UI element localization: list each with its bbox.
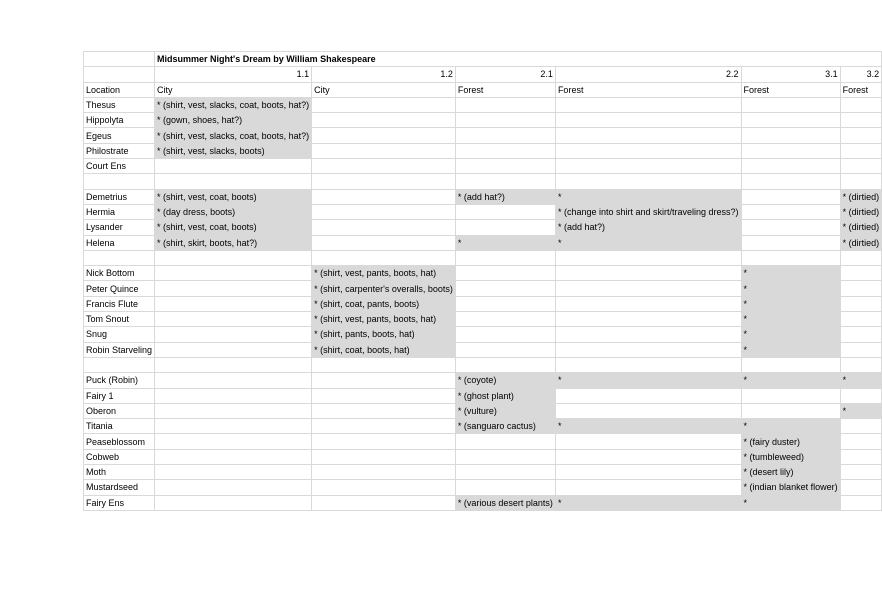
costume-cell[interactable] <box>555 220 741 235</box>
costume-cell[interactable] <box>455 235 555 250</box>
empty-cell[interactable] <box>840 465 882 480</box>
costume-cell[interactable] <box>555 235 741 250</box>
cell-text: * <box>743 268 748 279</box>
empty-cell[interactable] <box>741 113 840 128</box>
empty-cell[interactable] <box>455 449 555 464</box>
character-label[interactable]: Helena <box>84 235 155 250</box>
scene-header[interactable]: 2.2 <box>555 67 741 82</box>
empty-cell[interactable] <box>840 281 882 296</box>
table-row <box>84 419 882 434</box>
empty-cell[interactable] <box>555 357 741 372</box>
cell-text: * <box>457 237 462 248</box>
empty-cell[interactable] <box>840 495 882 510</box>
costume-cell[interactable] <box>155 128 312 143</box>
cell-text: * (shirt, vest, slacks, coat, boots, hat?) <box>157 100 310 111</box>
costume-cell[interactable] <box>555 189 741 204</box>
scene-header[interactable]: 2.1 <box>455 67 555 82</box>
empty-cell[interactable] <box>155 419 312 434</box>
empty-cell[interactable] <box>555 449 741 464</box>
empty-cell[interactable] <box>84 357 155 372</box>
costume-cell[interactable] <box>312 82 456 97</box>
empty-cell[interactable] <box>555 480 741 495</box>
empty-cell[interactable] <box>555 312 741 327</box>
blank-row <box>84 357 882 372</box>
cell-text: * <box>743 298 748 309</box>
empty-cell[interactable] <box>741 235 840 250</box>
scene-header[interactable]: 1.2 <box>312 67 456 82</box>
empty-cell[interactable] <box>312 220 456 235</box>
costume-cell[interactable] <box>555 204 741 219</box>
empty-cell[interactable] <box>155 159 312 174</box>
empty-cell[interactable] <box>84 174 155 189</box>
cell-text: Forest <box>842 84 869 95</box>
empty-cell[interactable] <box>455 97 555 112</box>
cell-text: * (desert lily) <box>743 467 794 478</box>
empty-cell[interactable] <box>312 480 456 495</box>
costume-cell[interactable] <box>155 97 312 112</box>
costume-cell[interactable] <box>840 373 882 388</box>
cell-text: * (dirtied) <box>842 191 880 202</box>
empty-cell[interactable] <box>555 434 741 449</box>
cell-text: * (add hat?) <box>457 191 505 202</box>
costume-cell[interactable] <box>840 189 882 204</box>
spreadsheet <box>83 51 882 511</box>
empty-cell[interactable] <box>312 449 456 464</box>
empty-cell[interactable] <box>155 312 312 327</box>
empty-cell[interactable] <box>84 250 155 265</box>
empty-cell[interactable] <box>840 128 882 143</box>
empty-cell[interactable] <box>155 449 312 464</box>
costume-cell[interactable] <box>312 327 456 342</box>
character-label[interactable]: Demetrius <box>84 189 155 204</box>
character-label[interactable]: Puck (Robin) <box>84 373 155 388</box>
empty-cell[interactable] <box>840 342 882 357</box>
character-label[interactable]: Fairy Ens <box>84 495 155 510</box>
costume-cell[interactable] <box>741 449 840 464</box>
empty-cell[interactable] <box>312 357 456 372</box>
table-row <box>84 266 882 281</box>
empty-cell[interactable] <box>155 327 312 342</box>
empty-cell[interactable] <box>455 296 555 311</box>
empty-cell[interactable] <box>555 159 741 174</box>
empty-cell[interactable] <box>312 434 456 449</box>
cell-text: * <box>743 283 748 294</box>
costume-cell[interactable] <box>455 495 555 510</box>
character-label[interactable]: Hermia <box>84 204 155 219</box>
costume-cell[interactable] <box>455 419 555 434</box>
costume-cell[interactable] <box>155 82 312 97</box>
table-body <box>84 52 882 511</box>
empty-cell[interactable] <box>741 174 840 189</box>
empty-cell[interactable] <box>312 159 456 174</box>
cell-text: * <box>557 421 562 432</box>
character-label[interactable]: Location <box>84 82 155 97</box>
character-label[interactable]: Court Ens <box>84 159 155 174</box>
empty-cell[interactable] <box>455 174 555 189</box>
costume-cell[interactable] <box>455 403 555 418</box>
empty-cell[interactable] <box>741 189 840 204</box>
character-label[interactable]: Nick Bottom <box>84 266 155 281</box>
table-row <box>84 388 882 403</box>
cell-text: * (add hat?) <box>557 222 605 233</box>
costume-cell[interactable] <box>455 388 555 403</box>
costume-cell[interactable] <box>155 235 312 250</box>
empty-cell[interactable] <box>840 296 882 311</box>
cell-text: * (shirt, vest, coat, boots) <box>157 222 257 233</box>
empty-cell[interactable] <box>312 204 456 219</box>
cell-text: * (dirtied) <box>842 222 880 233</box>
table-row <box>84 312 882 327</box>
cell-text: * <box>557 375 562 386</box>
sheet-title[interactable]: Midsummer Night's Dream by William Shakespeare <box>155 52 882 67</box>
empty-cell[interactable] <box>155 403 312 418</box>
cell-text: * <box>743 329 748 340</box>
empty-cell[interactable] <box>455 113 555 128</box>
empty-cell[interactable] <box>455 220 555 235</box>
empty-cell[interactable] <box>555 250 741 265</box>
empty-cell[interactable] <box>155 342 312 357</box>
empty-cell[interactable] <box>840 449 882 464</box>
empty-cell[interactable] <box>840 357 882 372</box>
empty-cell[interactable] <box>741 250 840 265</box>
character-label[interactable]: Cobweb <box>84 449 155 464</box>
empty-cell[interactable] <box>555 388 741 403</box>
cell-text: * <box>557 497 562 508</box>
table-row <box>84 403 882 418</box>
cell-text: City <box>157 84 173 95</box>
empty-cell[interactable] <box>840 143 882 158</box>
cell-text: * (dirtied) <box>842 207 880 218</box>
table-row <box>84 480 882 495</box>
costume-table <box>83 51 882 511</box>
empty-cell[interactable] <box>455 480 555 495</box>
empty-cell[interactable] <box>741 357 840 372</box>
empty-cell[interactable] <box>312 388 456 403</box>
blank-row <box>84 174 882 189</box>
costume-cell[interactable] <box>455 373 555 388</box>
character-label[interactable]: Peaseblossom <box>84 434 155 449</box>
costume-cell[interactable] <box>155 113 312 128</box>
empty-cell[interactable] <box>312 495 456 510</box>
table-row <box>84 327 882 342</box>
table-row <box>84 296 882 311</box>
empty-cell[interactable] <box>840 266 882 281</box>
empty-cell[interactable] <box>840 327 882 342</box>
title-row <box>84 52 882 67</box>
cell-text: * (coyote) <box>457 375 497 386</box>
empty-cell[interactable] <box>455 281 555 296</box>
empty-cell[interactable] <box>741 97 840 112</box>
table-row <box>84 373 882 388</box>
table-row <box>84 159 882 174</box>
cell-text: * <box>743 344 748 355</box>
character-label[interactable]: Francis Flute <box>84 296 155 311</box>
table-row <box>84 204 882 219</box>
empty-cell[interactable] <box>155 250 312 265</box>
empty-cell[interactable] <box>455 327 555 342</box>
costume-cell[interactable] <box>555 495 741 510</box>
costume-cell[interactable] <box>312 342 456 357</box>
empty-cell[interactable] <box>312 143 456 158</box>
costume-cell[interactable] <box>312 281 456 296</box>
empty-cell[interactable] <box>312 373 456 388</box>
costume-cell[interactable] <box>741 296 840 311</box>
empty-cell[interactable] <box>741 403 840 418</box>
empty-cell[interactable] <box>155 357 312 372</box>
table-row <box>84 235 882 250</box>
cell-text: * (shirt, pants, boots, hat) <box>314 329 415 340</box>
character-label[interactable]: Titania <box>84 419 155 434</box>
character-label[interactable]: Fairy 1 <box>84 388 155 403</box>
empty-cell[interactable] <box>312 97 456 112</box>
scene-header[interactable]: 3.1 <box>741 67 840 82</box>
empty-cell[interactable] <box>555 97 741 112</box>
cell-text: * <box>743 314 748 325</box>
empty-cell[interactable] <box>312 189 456 204</box>
character-label[interactable]: Hippolyta <box>84 113 155 128</box>
costume-cell[interactable] <box>741 434 840 449</box>
character-label[interactable]: Robin Starveling <box>84 342 155 357</box>
empty-cell[interactable] <box>741 220 840 235</box>
cell-text: * <box>557 191 562 202</box>
cell-text: * (ghost plant) <box>457 390 514 401</box>
costume-cell[interactable] <box>840 220 882 235</box>
costume-cell[interactable] <box>840 82 882 97</box>
empty-cell[interactable] <box>741 143 840 158</box>
empty-cell[interactable] <box>555 403 741 418</box>
cell-text: * <box>557 237 562 248</box>
empty-cell[interactable] <box>741 388 840 403</box>
costume-cell[interactable] <box>555 82 741 97</box>
empty-cell[interactable] <box>312 235 456 250</box>
costume-cell[interactable] <box>741 495 840 510</box>
character-label[interactable]: Philostrate <box>84 143 155 158</box>
costume-cell[interactable] <box>840 204 882 219</box>
table-row <box>84 465 882 480</box>
empty-cell[interactable] <box>455 128 555 143</box>
cell-text: Forest <box>557 84 584 95</box>
scene-header[interactable]: 1.1 <box>155 67 312 82</box>
costume-cell[interactable] <box>741 465 840 480</box>
empty-cell[interactable] <box>455 312 555 327</box>
table-row <box>84 434 882 449</box>
empty-cell[interactable] <box>455 143 555 158</box>
empty-cell[interactable] <box>455 465 555 480</box>
cell-text: * (shirt, vest, pants, boots, hat) <box>314 268 437 279</box>
empty-cell[interactable] <box>741 204 840 219</box>
character-label[interactable]: Moth <box>84 465 155 480</box>
empty-cell[interactable] <box>555 327 741 342</box>
empty-cell[interactable] <box>455 159 555 174</box>
character-label[interactable]: Tom Snout <box>84 312 155 327</box>
empty-cell[interactable] <box>555 113 741 128</box>
character-label[interactable]: Peter Quince <box>84 281 155 296</box>
empty-cell[interactable] <box>555 128 741 143</box>
cell-text: * (shirt, vest, pants, boots, hat) <box>314 314 437 325</box>
cell-text: * (shirt, coat, boots, hat) <box>314 344 410 355</box>
empty-cell[interactable] <box>312 465 456 480</box>
costume-cell[interactable] <box>155 189 312 204</box>
empty-cell[interactable] <box>312 113 456 128</box>
character-label[interactable]: Snug <box>84 327 155 342</box>
character-label[interactable]: Mustardseed <box>84 480 155 495</box>
costume-cell[interactable] <box>555 419 741 434</box>
table-row <box>84 342 882 357</box>
empty-cell[interactable] <box>455 357 555 372</box>
empty-cell[interactable] <box>555 465 741 480</box>
empty-cell[interactable] <box>312 128 456 143</box>
cell-text: * (day dress, boots) <box>157 207 236 218</box>
empty-cell[interactable] <box>741 128 840 143</box>
costume-cell[interactable] <box>455 189 555 204</box>
empty-cell[interactable] <box>555 342 741 357</box>
costume-cell[interactable] <box>741 312 840 327</box>
empty-cell[interactable] <box>840 97 882 112</box>
character-label[interactable]: Lysander <box>84 220 155 235</box>
empty-cell[interactable] <box>840 250 882 265</box>
empty-cell[interactable] <box>555 281 741 296</box>
cell-text: * (gown, shoes, hat?) <box>157 115 243 126</box>
costume-cell[interactable] <box>312 312 456 327</box>
table-row <box>84 449 882 464</box>
costume-cell[interactable] <box>840 235 882 250</box>
scene-header[interactable]: 3.2 <box>840 67 882 82</box>
empty-cell[interactable] <box>840 388 882 403</box>
cell-text: * (shirt, carpenter's overalls, boots) <box>314 283 453 294</box>
empty-cell[interactable] <box>455 250 555 265</box>
empty-cell[interactable] <box>555 266 741 281</box>
table-row <box>84 143 882 158</box>
table-row <box>84 97 882 112</box>
empty-cell[interactable] <box>155 373 312 388</box>
empty-cell[interactable] <box>312 250 456 265</box>
costume-cell[interactable] <box>312 266 456 281</box>
empty-cell[interactable] <box>741 159 840 174</box>
empty-cell[interactable] <box>155 281 312 296</box>
empty-cell[interactable] <box>555 143 741 158</box>
character-label[interactable]: Thesus <box>84 97 155 112</box>
empty-cell[interactable] <box>155 465 312 480</box>
empty-cell[interactable] <box>155 174 312 189</box>
empty-cell[interactable] <box>155 434 312 449</box>
costume-cell[interactable] <box>741 82 840 97</box>
empty-cell[interactable] <box>155 266 312 281</box>
cell-text: City <box>314 84 330 95</box>
costume-cell[interactable] <box>555 373 741 388</box>
empty-cell[interactable] <box>840 312 882 327</box>
empty-cell[interactable] <box>840 419 882 434</box>
cell-text: * (sanguaro cactus) <box>457 421 536 432</box>
cell-text: * <box>842 405 847 416</box>
cell-text: * (fairy duster) <box>743 436 801 447</box>
cell-text: * (shirt, vest, slacks, coat, boots, hat?) <box>157 130 310 141</box>
corner-cell[interactable] <box>84 67 155 82</box>
costume-cell[interactable] <box>312 296 456 311</box>
cell-text: * (dirtied) <box>842 237 880 248</box>
cell-text: * (vulture) <box>457 405 497 416</box>
empty-cell[interactable] <box>455 342 555 357</box>
cell-text: * <box>842 375 847 386</box>
cell-text: * <box>743 497 748 508</box>
costume-cell[interactable] <box>741 266 840 281</box>
empty-cell[interactable] <box>155 480 312 495</box>
cell-text: * (shirt, coat, pants, boots) <box>314 298 420 309</box>
empty-cell[interactable] <box>455 434 555 449</box>
scene-header-row <box>84 67 882 82</box>
empty-cell[interactable] <box>312 419 456 434</box>
costume-cell[interactable] <box>741 480 840 495</box>
table-row <box>84 189 882 204</box>
costume-cell[interactable] <box>741 373 840 388</box>
cell-text: * <box>743 421 748 432</box>
empty-cell[interactable] <box>155 495 312 510</box>
character-label[interactable]: Egeus <box>84 128 155 143</box>
costume-cell[interactable] <box>155 220 312 235</box>
empty-cell[interactable] <box>155 296 312 311</box>
cell-text: * (various desert plants) <box>457 497 553 508</box>
cell-text: * (indian blanket flower) <box>743 482 838 493</box>
costume-cell[interactable] <box>155 143 312 158</box>
cell-text: Forest <box>457 84 484 95</box>
empty-cell[interactable] <box>312 174 456 189</box>
cell-text: * (shirt, vest, slacks, boots) <box>157 145 265 156</box>
cell-text: * (shirt, skirt, boots, hat?) <box>157 237 258 248</box>
table-row <box>84 128 882 143</box>
empty-cell[interactable] <box>840 159 882 174</box>
table-row <box>84 113 882 128</box>
blank-row <box>84 250 882 265</box>
cell-text: * (change into shirt and skirt/traveling dress?) <box>557 207 739 218</box>
cell-text: * (tumbleweed) <box>743 451 805 462</box>
costume-cell[interactable] <box>455 82 555 97</box>
empty-cell[interactable] <box>840 174 882 189</box>
empty-cell[interactable] <box>555 296 741 311</box>
empty-cell[interactable] <box>840 113 882 128</box>
table-row <box>84 495 882 510</box>
character-label[interactable]: Oberon <box>84 403 155 418</box>
costume-cell[interactable] <box>741 419 840 434</box>
cell-text: * (shirt, vest, coat, boots) <box>157 191 257 202</box>
table-row <box>84 82 882 97</box>
empty-cell[interactable] <box>312 403 456 418</box>
costume-cell[interactable] <box>741 327 840 342</box>
empty-cell[interactable] <box>840 480 882 495</box>
empty-cell[interactable] <box>455 204 555 219</box>
costume-cell[interactable] <box>155 204 312 219</box>
costume-cell[interactable] <box>840 403 882 418</box>
cell-text: Forest <box>743 84 770 95</box>
costume-cell[interactable] <box>741 281 840 296</box>
empty-cell[interactable] <box>155 388 312 403</box>
empty-cell[interactable] <box>840 434 882 449</box>
empty-cell[interactable] <box>555 174 741 189</box>
empty-cell[interactable] <box>455 266 555 281</box>
table-row <box>84 281 882 296</box>
costume-cell[interactable] <box>741 342 840 357</box>
cell-text: * <box>743 375 748 386</box>
corner-cell[interactable] <box>84 52 155 67</box>
table-row <box>84 220 882 235</box>
